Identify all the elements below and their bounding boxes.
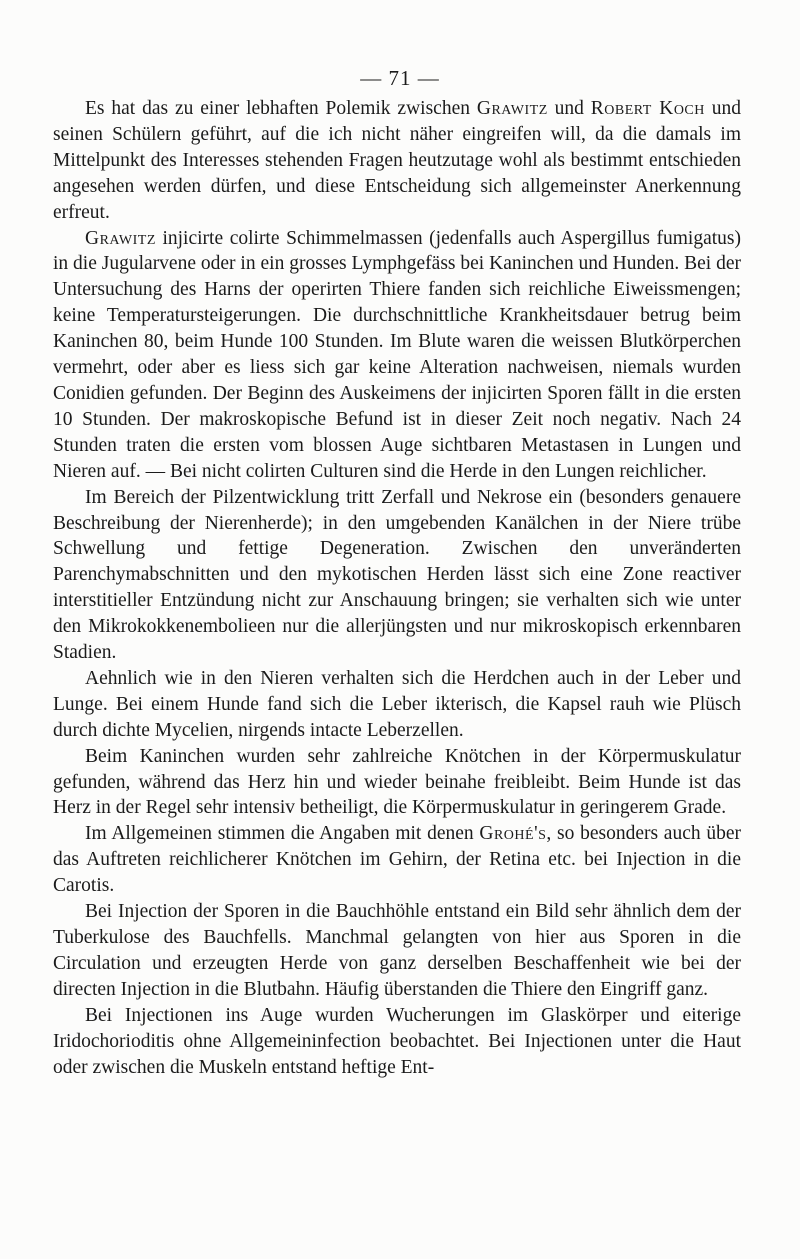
text-run: Im Bereich der Pilzentwicklung tritt Zerfall und Nekrose ein (besonders genauere Beschreibung der Nierenherde); in den umgebenden Kanälchen in der Niere trübe Schwellung und fettige Degeneration. Zwischen den unveränderten Parenchymabschnitten und den mykotischen Herden lässt sich eine Zone reactiver interstitieller Entzündung nicht zur Anschauung bringen; sie verhalten sich wie unter den Mikrokokkenembolieen nur die allerjüngsten und nur mikroskopisch erkennbaren Stadien.	[53, 486, 741, 664]
text-run: , so besonders auch über das Auftreten reichlicherer Knötchen im Gehirn, der Retina etc. bei Injection in die Carotis.	[53, 823, 741, 897]
text-run: injicirte colirte Schimmelmassen (jedenfalls auch Aspergillus fumigatus) in die Jugularvene oder in ein grosses Lymphgefäss bei Kaninchen und Hunden. Bei der Untersuchung des Harns der operirten Thiere fanden sich reichliche Eiweissmengen; keine Temperatursteigerungen. Die durchschnittliche Krankheitsdauer betrug beim Kaninchen 80, beim Hunde 100 Stunden. Im Blute waren die weissen Blutkörperchen vermehrt, oder aber es liess sich gar keine Alteration nachweisen, niemals wurden Conidien gefunden. Der Beginn des Auskeimens der injicirten Sporen fällt in die ersten 10 Stunden. Der makroskopische Befund ist in dieser Zeit noch negativ. Nach 24 Stunden traten die ersten vom blossen Auge sichtbaren Metastasen in Lungen und Nieren auf. — Bei nicht colirten Culturen sind die Herde in den Lungen reichlicher.	[53, 227, 741, 482]
body-text	[53, 96, 741, 1080]
text-run: Aehnlich wie in den Nieren verhalten sich die Herdchen auch in der Leber und Lunge. Bei einem Hunde fand sich die Leber ikterisch, die Kapsel rauh wie Plüsch durch dichte Mycelien, nirgends intacte Leberzellen.	[53, 667, 741, 741]
page-number: — 71 —	[360, 66, 440, 90]
paragraph	[53, 485, 741, 666]
paragraph	[53, 226, 741, 485]
text-run: Bei Injectionen ins Auge wurden Wucherungen im Glaskörper und eiterige Iridochorioditis ohne Allgemeininfection beobachtet. Bei Injectionen unter die Haut oder zwischen die Muskeln entstand heftige Ent-	[53, 1004, 741, 1078]
author-name: Grawitz	[476, 98, 548, 119]
text-run: Beim Kaninchen wurden sehr zahlreiche Knötchen in der Körpermuskulatur gefunden, während das Herz hin und wieder beinahe freibleibt. Beim Hunde ist das Herz in der Regel sehr intensiv betheiligt, die Körpermuskulatur in geringerem Grade.	[53, 745, 741, 819]
text-run: und seinen Schülern geführt, auf die ich nicht näher eingreifen will, da die damals im Mittelpunkt des Interesses stehenden Fragen heutzutage wohl als bestimmt entschieden angesehen werden dürfen, und diese Entscheidung sich allgemeinster Anerkennung erfreut.	[53, 98, 742, 223]
paragraph	[53, 744, 741, 822]
author-name: Robert Koch	[590, 98, 705, 119]
text-run: Im Allgemeinen stimmen die Angaben mit denen	[85, 823, 480, 845]
paragraph	[53, 96, 741, 226]
paragraph	[53, 1003, 741, 1081]
paragraph	[53, 666, 741, 744]
text-run: und	[547, 98, 591, 119]
author-name: Grohé's	[479, 823, 547, 845]
text-run: Es hat das zu einer lebhaften Polemik zwischen	[85, 98, 477, 119]
text-run: Bei Injection der Sporen in die Bauchhöhle entstand ein Bild sehr ähnlich dem der Tuberkulose des Bauchfells. Manchmal gelangten von hier aus Sporen in die Circulation und erzeugten Herde von ganz derselben Beschaffenheit wie bei der directen Injection in die Blutbahn. Häufig überstanden die Thiere den Eingriff ganz.	[53, 901, 741, 1000]
paragraph	[53, 899, 741, 1003]
paragraph	[53, 821, 741, 899]
author-name: Grawitz	[85, 227, 156, 249]
